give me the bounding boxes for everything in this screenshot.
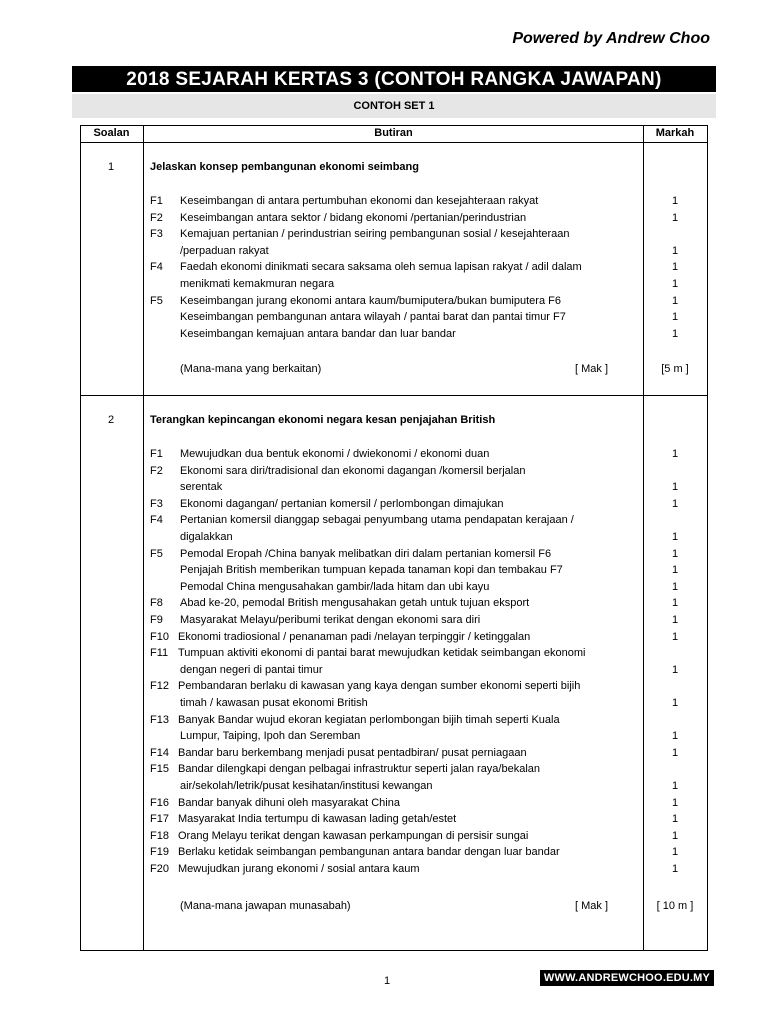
document-title: 2018 SEJARAH KERTAS 3 (CONTOH RANGKA JAWAPAN) (72, 66, 716, 92)
item-mark: 1 (671, 597, 679, 610)
item-mark: 1 (671, 497, 679, 510)
item-mark: 1 (671, 531, 679, 543)
item-mark: 1 (671, 846, 679, 859)
item-code: F1 (150, 195, 163, 207)
answer-note: (Mana-mana jawapan munasabah) (180, 900, 351, 912)
item-code: F2 (150, 211, 163, 224)
item-code: F14 (150, 746, 169, 759)
item-code: F3 (150, 228, 163, 241)
item-mark: 1 (671, 630, 679, 643)
item-text: Abad ke-20, pemodal British mengusahakan getah untuk tujuan eksport (180, 597, 530, 610)
item-code: F4 (150, 261, 163, 274)
answer-note: (Mana-mana yang berkaitan) (180, 363, 322, 375)
item-text: Mewujudkan dua bentuk ekonomi / dwiekonomi / ekonomi duan (180, 448, 490, 460)
item-text: Bandar baru berkembang menjadi pusat pentadbiran/ pusat perniagaan (178, 746, 527, 759)
item-mark: 1 (671, 614, 679, 626)
item-mark: 1 (671, 746, 679, 759)
item-text: Keseimbangan di antara pertumbuhan ekonomi dan kesejahteraan rakyat (180, 195, 539, 207)
table-frame (80, 125, 708, 951)
item-mark: 1 (671, 663, 679, 676)
item-text: Keseimbangan kemajuan antara bandar dan luar bandar (180, 327, 456, 340)
item-text: Faedah ekonomi dinikmati secara saksama oleh semua lapisan rakyat / adil dalam (180, 261, 582, 274)
item-text: Mewujudkan jurang ekonomi / sosial antara kaum (178, 863, 420, 875)
item-text: Pemodal China mengusahakan gambir/lada hitam dan ubi kayu (180, 580, 490, 593)
item-text: timah / kawasan pusat ekonomi British (180, 697, 368, 709)
item-text: Banyak Bandar wujud ekoran kegiatan perlombongan bijih timah seperti Kuala (178, 713, 560, 726)
item-mark: 1 (671, 547, 679, 560)
item-code: F2 (150, 464, 163, 477)
item-mark: 1 (671, 327, 679, 340)
item-code: F5 (150, 547, 163, 560)
item-text: Masyarakat Melayu/peribumi terikat dengan ekonomi sara diri (180, 614, 481, 626)
row-divider (80, 395, 707, 396)
item-text: air/sekolah/letrik/pusat kesihatan/institusi kewangan (180, 780, 433, 792)
question-text: Jelaskan konsep pembangunan ekonomi seimbang (150, 161, 419, 173)
item-text: digalakkan (180, 531, 233, 543)
item-code: F20 (150, 863, 169, 875)
question-number: 1 (108, 161, 115, 173)
item-mark: 1 (671, 261, 679, 274)
col-header-soalan: Soalan (93, 127, 130, 139)
question-number: 2 (108, 414, 115, 426)
item-text: /perpaduan rakyat (180, 244, 269, 257)
max-label: [ Mak ] (575, 363, 609, 375)
item-code: F13 (150, 713, 169, 726)
item-text: Keseimbangan pembangunan antara wilayah / pantai barat dan pantai timur F7 (180, 311, 566, 324)
item-text: Keseimbangan jurang ekonomi antara kaum/bumiputera/bukan bumiputera F6 (180, 294, 561, 307)
item-text: Orang Melayu terikat dengan kawasan perkampungan di persisir sungai (178, 829, 529, 842)
item-mark: 1 (671, 730, 679, 743)
col-divider-1 (143, 125, 144, 950)
total-marks: [ 10 m ] (656, 900, 694, 912)
item-text: Pemodal Eropah /China banyak melibatkan diri dalam pertanian komersil F6 (180, 547, 552, 560)
item-text: menikmati kemakmuran negara (180, 278, 335, 290)
item-mark: 1 (671, 211, 679, 224)
item-mark: 1 (671, 278, 679, 290)
item-code: F5 (150, 294, 163, 307)
website-url: WWW.ANDREWCHOO.EDU.MY (540, 970, 714, 986)
item-mark: 1 (671, 311, 679, 324)
item-text: Kemajuan pertanian / perindustrian seiring pembangunan sosial / kesejahteraan (180, 228, 570, 241)
item-mark: 1 (671, 796, 679, 809)
item-code: F9 (150, 614, 163, 626)
item-text: Keseimbangan antara sektor / bidang ekonomi /pertanian/perindustrian (180, 211, 527, 224)
item-mark: 1 (671, 564, 679, 577)
item-mark: 1 (671, 580, 679, 593)
item-code: F11 (150, 647, 169, 660)
item-code: F17 (150, 813, 169, 826)
item-code: F19 (150, 846, 169, 859)
max-label: [ Mak ] (575, 900, 609, 912)
item-text: Bandar dilengkapi dengan pelbagai infrastruktur seperti jalan raya/bekalan (178, 763, 541, 776)
item-mark: 1 (671, 813, 679, 826)
item-mark: 1 (671, 481, 679, 494)
item-code: F8 (150, 597, 163, 610)
item-text: Masyarakat India tertumpu di kawasan lading getah/estet (178, 813, 457, 826)
item-text: Bandar banyak dihuni oleh masyarakat China (178, 796, 400, 809)
item-code: F12 (150, 680, 169, 693)
item-code: F16 (150, 796, 169, 809)
col-divider-2 (643, 125, 644, 950)
item-code: F18 (150, 829, 169, 842)
item-mark: 1 (671, 244, 679, 257)
question-text: Terangkan kepincangan ekonomi negara kesan penjajahan British (150, 414, 496, 426)
item-text: Berlaku ketidak seimbangan pembangunan antara bandar dengan luar bandar (178, 846, 560, 859)
item-text: Pertanian komersil dianggap sebagai penyumbang utama pendapatan kerajaan / (180, 514, 574, 527)
item-mark: 1 (671, 780, 679, 792)
item-text: Ekonomi tradiosional / penanaman padi /nelayan terpinggir / ketinggalan (178, 630, 531, 643)
item-mark: 1 (671, 829, 679, 842)
item-code: F3 (150, 497, 163, 510)
item-text: Tumpuan aktiviti ekonomi di pantai barat mewujudkan ketidak seimbangan ekonomi (178, 647, 586, 660)
item-mark: 1 (671, 294, 679, 307)
item-text: Penjajah British memberikan tumpuan kepada tanaman kopi dan tembakau F7 (180, 564, 563, 577)
item-text: Pembandaran berlaku di kawasan yang kaya dengan sumber ekonomi seperti bijih (178, 680, 581, 693)
total-marks: [5 m ] (661, 363, 689, 375)
set-label: CONTOH SET 1 (72, 94, 716, 118)
col-header-markah: Markah (655, 127, 695, 139)
item-code: F15 (150, 763, 169, 776)
col-header-butiran: Butiran (374, 127, 413, 139)
item-text: Ekonomi dagangan/ pertanian komersil / perlombongan dimajukan (180, 497, 504, 510)
item-code: F10 (150, 630, 169, 643)
item-mark: 1 (671, 195, 679, 207)
page-number: 1 (384, 975, 391, 987)
item-text: Lumpur, Taiping, Ipoh dan Seremban (180, 730, 361, 743)
item-mark: 1 (671, 448, 679, 460)
powered-by-label: Powered by Andrew Choo (512, 30, 710, 47)
item-text: dengan negeri di pantai timur (180, 663, 323, 676)
item-code: F1 (150, 448, 163, 460)
item-mark: 1 (671, 863, 679, 875)
item-mark: 1 (671, 697, 679, 709)
item-text: Ekonomi sara diri/tradisional dan ekonomi dagangan /komersil berjalan (180, 464, 526, 477)
item-code: F4 (150, 514, 163, 527)
header-divider (80, 142, 707, 143)
item-text: serentak (180, 481, 223, 494)
